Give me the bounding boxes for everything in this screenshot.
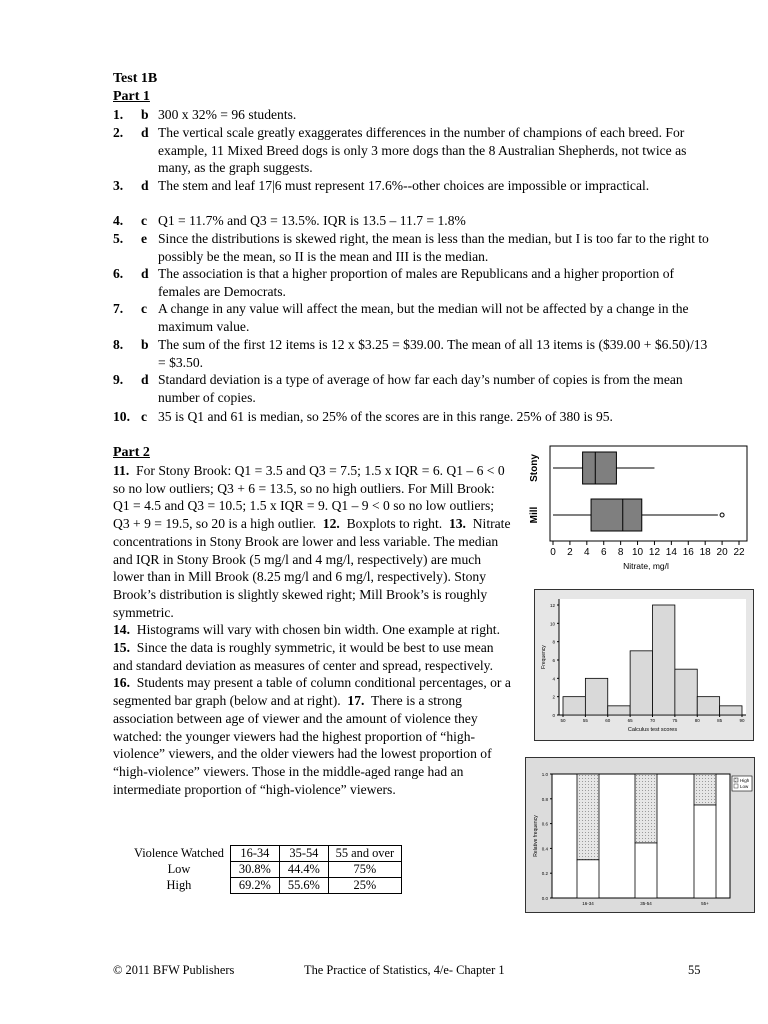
violence-table [131,845,402,894]
legend-swatch-low [734,784,738,788]
table-cell: 55.6% [279,878,328,894]
x-tick-label: 70 [649,718,656,723]
q12-answer: Boxplots to right. [346,516,443,532]
y-tick-label: 12 [549,603,555,608]
group-label: Stony [529,454,540,482]
item-answer-letter: b [141,337,149,352]
table-col-header: 35-54 [279,846,328,862]
histogram-bar [720,706,742,715]
calculus-histogram [534,589,754,741]
item-explanation: The vertical scale greatly exaggerates differences in the number of champions of each breed. For example, 11 Mixed Breed dogs is only 3 more dogs than the 8 Australian Shepherds, not twice as many, as the graph suggests. [158,125,687,176]
item-number: 10. [113,409,130,424]
q16-number: 16. [113,675,130,691]
group-label: Mill [529,506,540,524]
x-tick-label: 20 [716,547,728,558]
table-corner: Violence Watched [134,846,224,860]
histogram-bar [585,678,607,715]
histogram-bar [675,669,697,715]
y-tick-label: 8 [552,639,555,645]
x-tick-label: 10 [631,547,644,558]
x-tick-label: 22 [733,547,745,558]
item-answer-letter: c [141,213,148,228]
test-title: Test 1B [113,71,158,86]
part1-item [113,408,713,426]
x-tick-label: 18 [699,547,711,558]
item-number: 4. [113,213,124,228]
q13-number: 13. [448,516,466,532]
item-answer-letter: c [141,301,148,316]
item-explanation: The association is that a higher proportion of males are Republicans and a higher proportion of females are Democrats. [158,266,675,299]
bar-segment-high [635,774,657,843]
q15-answer: Since the data is roughly symmetric, it would be best to use mean and standard deviation as measures of center and spread, respectively. [113,640,494,673]
histogram-bar [563,697,585,715]
item-explanation: The sum of the first 12 items is 12 x $3.25 = $39.00. The mean of all 13 items is ($39.00 + $6.50)/13 = $3.50. [158,337,708,370]
table-cell: 25% [328,878,401,894]
y-tick-label: 4 [552,676,555,682]
item-explanation: 300 x 32% = 96 students. [158,107,297,122]
item-answer-letter: d [141,125,149,140]
footer-page-number: 55 [688,963,701,977]
item-explanation: A change in any value will affect the mean, but the median will not be affected by a change in the maximum value. [158,301,689,334]
table-col-header: 16-34 [230,846,279,862]
x-tick-label: 16 [682,547,694,558]
item-answer-letter: d [141,266,149,281]
table-cell: 75% [328,862,401,878]
y-tick-label: 10 [549,621,555,627]
outlier-point [720,513,724,517]
histogram-bar [697,697,719,715]
q13-answer: Nitrate concentrations in Stony Brook are lower and less variable. The median and IQR in Stony Brook (5 mg/l and 4 mg/l, respectively) are much lower than in Mill Brook (8.25 mg/l and 6 mg/l, respectively). Stony Brook’s distribution is slightly skewed right; Mill Brook’s is roughly symmetric. [113,516,511,620]
item-number: 1. [113,107,124,122]
footer-copyright: © 2011 BFW Publishers [113,963,235,977]
item-explanation: 35 is Q1 and 61 is median, so 25% of the scores are in this range. 25% of 380 is 95. [158,409,613,424]
part1-heading: Part 1 [113,89,150,104]
part1-item [113,106,713,124]
y-tick-label: 6 [552,658,555,663]
x-tick-label: 75 [672,718,678,723]
histogram-bar [653,605,675,715]
bar-segment-low [577,860,599,898]
part1-item [113,177,713,195]
q15-number: 15. [113,640,130,656]
item-number: 6. [113,266,124,281]
y-axis-label: Relative frequency [533,815,539,857]
q11-answer: For Stony Brook: Q1 = 3.5 and Q3 = 7.5; 1.5 x IQR = 6. Q1 – 6 < 0 so no low outliers; Q3 + 6 = 13.5, so no high outliers. For Mill Brook: Q1 = 4.5 and Q3 = 10.5; 1.5 x IQR = 9. Q1 – 9 < 0 so no low outliers; Q3 + 9 = 19.5, so 20 is a high outlier. [113,463,505,532]
x-tick-label: 6 [600,547,607,558]
item-explanation: The stem and leaf 17|6 must represent 17.6%--other choices are impossible or impractical. [158,178,650,193]
table-header-row [131,846,401,862]
bar-segment-low [694,805,716,898]
part1-item [113,336,713,371]
q14-answer: Histograms will vary with chosen bin width. One example at right. [136,622,500,638]
y-axis-label: Frequency [541,645,547,669]
q11-number: 11. [113,463,130,478]
item-answer-letter: c [141,409,148,424]
table-row-label: Low [167,862,191,876]
q12-number: 12. [322,516,340,532]
bar-segment-high [694,774,716,805]
table-cell: 44.4% [279,862,328,878]
x-tick-label: 85 [717,718,723,723]
item-number: 8. [113,337,124,352]
histogram-bar [608,706,630,715]
x-axis-label: Nitrate, mg/l [623,561,669,571]
box-mill [591,499,642,531]
item-answer-letter: d [141,372,149,387]
x-tick-label: 16-34 [582,901,594,906]
y-tick-label: 0.8 [541,796,548,802]
x-tick-label: 55 [582,718,588,723]
x-tick-label: 0 [550,547,556,558]
item-number: 9. [113,372,124,387]
x-tick-label: 35-54 [640,901,652,906]
x-tick-label: 4 [584,547,590,558]
item-explanation: Standard deviation is a type of average of how far each day’s number of copies is from the mean number of copies. [158,372,683,405]
x-tick-label: 90 [739,718,745,723]
y-tick-label: 1.0 [541,772,548,777]
box-stony [583,452,617,484]
boxplot-frame [550,446,747,541]
item-number: 3. [113,178,124,193]
item-number: 2. [113,125,124,140]
item-answer-letter: b [141,107,149,122]
y-tick-label: 0.0 [541,896,548,901]
x-tick-label: 12 [648,547,661,558]
x-tick-label: 65 [627,718,633,723]
nitrate-boxplot [523,443,753,575]
part1-item [113,124,713,177]
part1-item [113,212,713,230]
table-row-label: High [166,878,192,892]
item-number: 7. [113,301,124,316]
item-explanation: Since the distributions is skewed right, the mean is less than the median, but I is too far to the right to possibly be the mean, so II is the mean and III is the median. [158,231,709,264]
x-tick-label: 60 [605,718,611,723]
violence-segmented-bar-chart [525,757,755,913]
x-axis-label: Calculus test scores [627,727,678,733]
q14-number: 14. [113,622,130,638]
table-cell: 69.2% [230,878,279,894]
y-tick-label: 0.6 [541,821,548,827]
x-tick-label: 14 [665,547,677,558]
bar-segment-high [577,774,599,860]
bar-segment-low [635,843,657,898]
y-tick-label: 0.2 [541,871,548,877]
footer-book-title: The Practice of Statistics, 4/e- Chapter 1 [304,963,505,977]
legend-label: Low [740,784,749,789]
legend-swatch-high [734,778,738,782]
histogram-bar [630,651,652,715]
legend-label: High [740,778,750,783]
x-tick-label: 80 [694,718,700,723]
table-row [131,878,401,894]
item-explanation: Q1 = 11.7% and Q3 = 13.5%. IQR is 13.5 – 11.7 = 1.8% [158,213,466,228]
part1-item [113,300,713,335]
q16-answer: Students may present a table of column conditional percentages, or a segmented bar graph (below and at right). [113,675,511,709]
y-tick-label: 0 [552,713,555,718]
part2-text [113,462,513,798]
y-tick-label: 0.4 [541,846,548,852]
part2-heading: Part 2 [113,445,150,460]
item-number: 5. [113,231,124,246]
x-tick-label: 55+ [701,901,709,906]
q17-number: 17. [347,693,365,709]
item-answer-letter: e [141,231,148,246]
part1-item [113,230,713,265]
x-tick-label: 2 [567,547,573,558]
part1-item [113,371,713,406]
x-tick-label: 50 [560,718,566,723]
y-tick-label: 2 [552,694,555,700]
item-answer-letter: d [141,178,149,193]
part1-item [113,265,713,300]
q17-answer: There is a strong association between age of viewer and the amount of violence they watched: the younger viewers had the highest proportion of “high-violence” viewers, and the older viewers had the lowest proportion of “high-violence” viewers. Those in the middle-aged range had an intermediate proportion of “high-violence” viewers. [113,693,492,797]
table-row [131,862,401,878]
table-cell: 30.8% [230,862,279,878]
table-col-header: 55 and over [328,846,401,862]
x-tick-label: 8 [617,547,624,558]
